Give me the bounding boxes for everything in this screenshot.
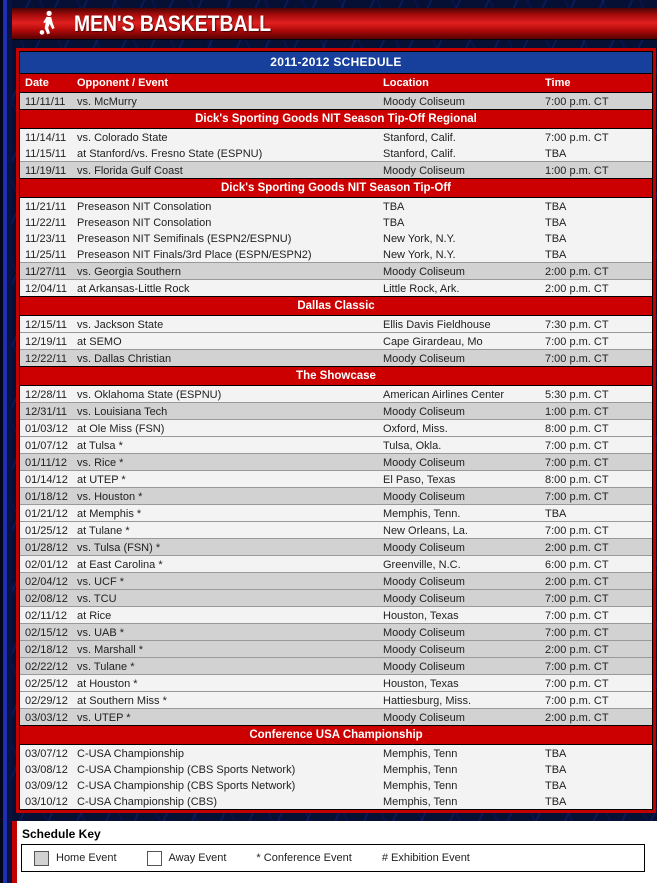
opponent-cell: at SEMO [72,333,378,350]
schedule-row [20,658,652,675]
date-cell: 11/14/11 [20,129,72,146]
location-cell: Moody Coliseum [378,573,540,590]
col-header-location: Location [378,74,540,93]
schedule-row [20,246,652,263]
opponent-cell: at Rice [72,607,378,624]
schedule-row [20,709,652,726]
opponent-cell: vs. Florida Gulf Coast [72,162,378,179]
schedule-row [20,403,652,420]
date-cell: 12/28/11 [20,386,72,403]
schedule-row [20,230,652,246]
opponent-cell: vs. Marshall * [72,641,378,658]
opponent-cell: C-USA Championship (CBS Sports Network) [72,761,378,777]
time-cell: 8:00 p.m. CT [540,420,652,437]
location-cell: American Airlines Center [378,386,540,403]
time-cell: 2:00 p.m. CT [540,573,652,590]
opponent-cell: at East Carolina * [72,556,378,573]
schedule-row [20,692,652,709]
schedule-row [20,641,652,658]
date-cell: 01/28/12 [20,539,72,556]
schedule-row [20,437,652,454]
location-cell: Stanford, Calif. [378,129,540,146]
opponent-cell: vs. Louisiana Tech [72,403,378,420]
opponent-cell: C-USA Championship (CBS Sports Network) [72,777,378,793]
section-header-row [20,297,652,316]
basketball-player-icon [34,10,60,37]
schedule-row [20,333,652,350]
schedule-row [20,471,652,488]
opponent-cell: vs. UTEP * [72,709,378,726]
opponent-cell: Preseason NIT Consolation [72,198,378,215]
location-cell: Houston, Texas [378,607,540,624]
section-header-row [20,726,652,745]
location-cell: Moody Coliseum [378,263,540,280]
opponent-cell: at Arkansas-Little Rock [72,280,378,297]
time-cell: 7:30 p.m. CT [540,316,652,333]
location-cell: Cape Girardeau, Mo [378,333,540,350]
schedule-row [20,761,652,777]
time-cell: TBA [540,793,652,809]
key-item [34,851,117,866]
opponent-cell: vs. UCF * [72,573,378,590]
opponent-cell: at Tulsa * [72,437,378,454]
location-cell: Memphis, Tenn [378,745,540,762]
date-cell: 11/25/11 [20,246,72,263]
location-cell: Hattiesburg, Miss. [378,692,540,709]
time-cell: 7:00 p.m. CT [540,692,652,709]
location-cell: Moody Coliseum [378,454,540,471]
opponent-cell: vs. Tulane * [72,658,378,675]
time-cell: TBA [540,198,652,215]
time-cell: 7:00 p.m. CT [540,522,652,539]
time-cell: 2:00 p.m. CT [540,641,652,658]
opponent-cell: Preseason NIT Consolation [72,214,378,230]
opponent-cell: at Stanford/vs. Fresno State (ESPNU) [72,145,378,162]
date-cell: 03/07/12 [20,745,72,762]
location-cell: New Orleans, La. [378,522,540,539]
opponent-cell: vs. Tulsa (FSN) * [72,539,378,556]
time-cell: 1:00 p.m. CT [540,403,652,420]
section-header-row [20,367,652,386]
opponent-cell: vs. Colorado State [72,129,378,146]
location-cell: Moody Coliseum [378,93,540,110]
time-cell: TBA [540,230,652,246]
schedule-row [20,280,652,297]
location-cell: Moody Coliseum [378,658,540,675]
schedule-row [20,607,652,624]
location-cell: Moody Coliseum [378,403,540,420]
time-cell: 7:00 p.m. CT [540,488,652,505]
location-cell: El Paso, Texas [378,471,540,488]
date-cell: 02/25/12 [20,675,72,692]
time-cell: 2:00 p.m. CT [540,263,652,280]
schedule-row [20,539,652,556]
schedule-table [20,73,652,809]
date-cell: 02/01/12 [20,556,72,573]
opponent-cell: vs. Houston * [72,488,378,505]
section-header-label: Dick's Sporting Goods NIT Season Tip-Off Regional [20,110,652,129]
time-cell: 7:00 p.m. CT [540,624,652,641]
opponent-cell: vs. UAB * [72,624,378,641]
date-cell: 02/22/12 [20,658,72,675]
location-cell: Memphis, Tenn [378,761,540,777]
time-cell: 7:00 p.m. CT [540,675,652,692]
time-cell: 7:00 p.m. CT [540,333,652,350]
schedule-row [20,488,652,505]
section-header-row [20,179,652,198]
time-cell: TBA [540,145,652,162]
key-item [147,851,227,866]
schedule-table-container [16,48,656,813]
location-cell: Moody Coliseum [378,488,540,505]
schedule-row [20,777,652,793]
time-cell: 7:00 p.m. CT [540,350,652,367]
date-cell: 11/21/11 [20,198,72,215]
date-cell: 11/23/11 [20,230,72,246]
away-event-swatch [147,851,162,866]
schedule-row [20,162,652,179]
key-item [382,852,470,864]
schedule-title: 2011-2012 SCHEDULE [20,52,652,73]
date-cell: 12/22/11 [20,350,72,367]
time-cell: 6:00 p.m. CT [540,556,652,573]
schedule-row [20,573,652,590]
time-cell: 2:00 p.m. CT [540,709,652,726]
schedule-row [20,145,652,162]
date-cell: 12/19/11 [20,333,72,350]
date-cell: 03/09/12 [20,777,72,793]
schedule-row [20,93,652,110]
opponent-cell: vs. McMurry [72,93,378,110]
location-cell: Greenville, N.C. [378,556,540,573]
schedule-row [20,350,652,367]
location-cell: Oxford, Miss. [378,420,540,437]
section-header-label: Dick's Sporting Goods NIT Season Tip-Off [20,179,652,198]
location-cell: Moody Coliseum [378,539,540,556]
date-cell: 11/15/11 [20,145,72,162]
date-cell: 02/15/12 [20,624,72,641]
page-banner [10,8,657,39]
location-cell: Memphis, Tenn [378,777,540,793]
location-cell: New York, N.Y. [378,230,540,246]
opponent-cell: C-USA Championship [72,745,378,762]
date-cell: 02/18/12 [20,641,72,658]
key-item-label: Away Event [168,852,227,864]
opponent-cell: vs. Oklahoma State (ESPNU) [72,386,378,403]
date-cell: 03/08/12 [20,761,72,777]
date-cell: 02/08/12 [20,590,72,607]
opponent-cell: at Ole Miss (FSN) [72,420,378,437]
date-cell: 01/14/12 [20,471,72,488]
key-item-label: * Conference Event [256,852,352,864]
time-cell: 7:00 p.m. CT [540,437,652,454]
schedule-row [20,590,652,607]
section-header-label: Conference USA Championship [20,726,652,745]
location-cell: New York, N.Y. [378,246,540,263]
time-cell: TBA [540,777,652,793]
time-cell: 7:00 p.m. CT [540,607,652,624]
date-cell: 03/10/12 [20,793,72,809]
time-cell: 1:00 p.m. CT [540,162,652,179]
date-cell: 12/15/11 [20,316,72,333]
location-cell: Stanford, Calif. [378,145,540,162]
time-cell: TBA [540,214,652,230]
time-cell: 7:00 p.m. CT [540,658,652,675]
section-header-row [20,110,652,129]
schedule-row [20,505,652,522]
date-cell: 02/04/12 [20,573,72,590]
col-header-opponent: Opponent / Event [72,74,378,93]
schedule-row [20,129,652,146]
opponent-cell: vs. TCU [72,590,378,607]
schedule-row [20,214,652,230]
date-cell: 01/03/12 [20,420,72,437]
opponent-cell: at Southern Miss * [72,692,378,709]
date-cell: 01/18/12 [20,488,72,505]
schedule-row [20,316,652,333]
section-header-label: Dallas Classic [20,297,652,316]
schedule-row [20,556,652,573]
left-edge-decoration [0,0,12,883]
opponent-cell: vs. Rice * [72,454,378,471]
schedule-row [20,386,652,403]
location-cell: Moody Coliseum [378,162,540,179]
date-cell: 01/21/12 [20,505,72,522]
key-item-label: # Exhibition Event [381,852,470,864]
date-cell: 01/07/12 [20,437,72,454]
schedule-row [20,420,652,437]
opponent-cell: at Houston * [72,675,378,692]
opponent-cell: at Memphis * [72,505,378,522]
date-cell: 11/22/11 [20,214,72,230]
location-cell: Memphis, Tenn [378,793,540,809]
schedule-row [20,263,652,280]
time-cell: 2:00 p.m. CT [540,280,652,297]
location-cell: TBA [378,214,540,230]
key-item [256,852,351,864]
schedule-row [20,522,652,539]
date-cell: 01/25/12 [20,522,72,539]
opponent-cell: vs. Dallas Christian [72,350,378,367]
opponent-cell: Preseason NIT Finals/3rd Place (ESPN/ESPN2) [72,246,378,263]
time-cell: 7:00 p.m. CT [540,590,652,607]
opponent-cell: at UTEP * [72,471,378,488]
location-cell: Moody Coliseum [378,709,540,726]
opponent-cell: at Tulane * [72,522,378,539]
location-cell: Houston, Texas [378,675,540,692]
time-cell: 7:00 p.m. CT [540,93,652,110]
time-cell: TBA [540,745,652,762]
time-cell: 7:00 p.m. CT [540,454,652,471]
location-cell: Tulsa, Okla. [378,437,540,454]
schedule-key-box [21,844,645,872]
time-cell: 2:00 p.m. CT [540,539,652,556]
date-cell: 12/04/11 [20,280,72,297]
location-cell: TBA [378,198,540,215]
col-header-time: Time [540,74,652,93]
opponent-cell: Preseason NIT Semifinals (ESPN2/ESPNU) [72,230,378,246]
location-cell: Moody Coliseum [378,624,540,641]
date-cell: 11/19/11 [20,162,72,179]
opponent-cell: vs. Georgia Southern [72,263,378,280]
schedule-row [20,745,652,762]
location-cell: Moody Coliseum [378,641,540,658]
date-cell: 03/03/12 [20,709,72,726]
time-cell: 5:30 p.m. CT [540,386,652,403]
schedule-row [20,198,652,215]
time-cell: TBA [540,246,652,263]
footer [12,821,657,883]
time-cell: 7:00 p.m. CT [540,129,652,146]
time-cell: 8:00 p.m. CT [540,471,652,488]
date-cell: 02/29/12 [20,692,72,709]
opponent-cell: vs. Jackson State [72,316,378,333]
schedule-table-inner [19,51,653,810]
schedule-row [20,454,652,471]
location-cell: Little Rock, Ark. [378,280,540,297]
column-header-row [20,74,652,93]
key-item-label: Home Event [56,852,117,864]
col-header-date: Date [20,74,72,93]
location-cell: Moody Coliseum [378,350,540,367]
section-header-label: The Showcase [20,367,652,386]
home-event-swatch [34,851,49,866]
time-cell: TBA [540,505,652,522]
schedule-key-heading: Schedule Key [22,827,101,841]
opponent-cell: C-USA Championship (CBS) [72,793,378,809]
page-title: MEN'S BASKETBALL [74,10,272,36]
date-cell: 01/11/12 [20,454,72,471]
date-cell: 02/11/12 [20,607,72,624]
date-cell: 11/11/11 [20,93,72,110]
schedule-row [20,675,652,692]
time-cell: TBA [540,761,652,777]
location-cell: Memphis, Tenn. [378,505,540,522]
schedule-row [20,793,652,809]
location-cell: Ellis Davis Fieldhouse [378,316,540,333]
location-cell: Moody Coliseum [378,590,540,607]
date-cell: 12/31/11 [20,403,72,420]
schedule-row [20,624,652,641]
date-cell: 11/27/11 [20,263,72,280]
